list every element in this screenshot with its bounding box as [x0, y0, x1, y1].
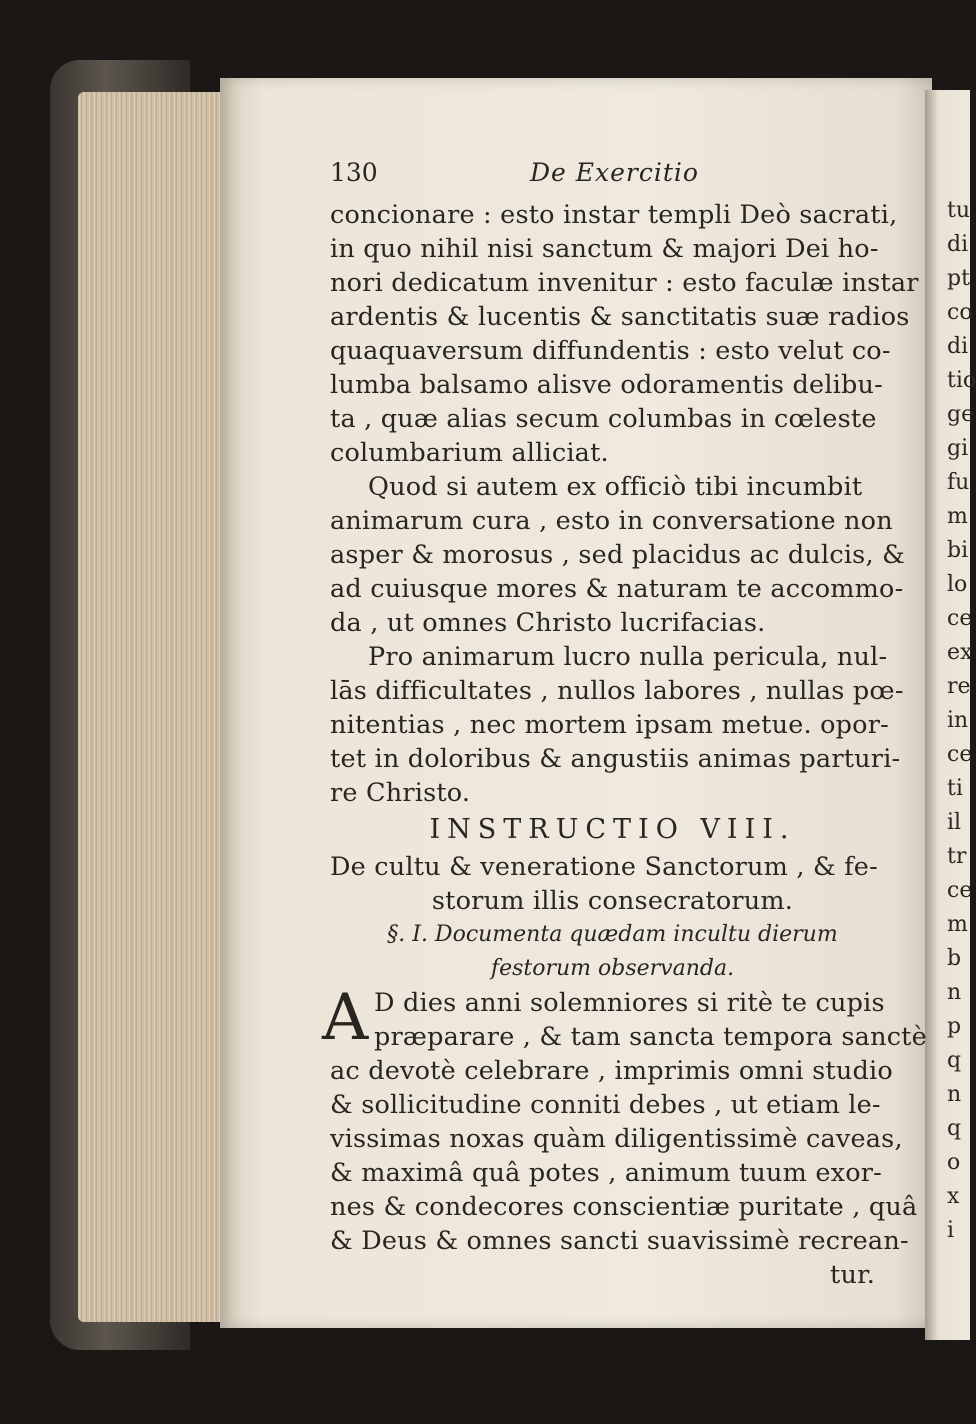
facing-page-fragment: bi	[947, 538, 969, 563]
page-edges	[78, 92, 228, 1322]
text-line: lās difficultates , nullos labores , nullas pœ-	[330, 676, 904, 706]
text-line: da , ut omnes Christo lucrifacias.	[330, 608, 766, 638]
text-line: D dies anni solemniores si ritè te cupis	[374, 988, 885, 1018]
catchword: tur.	[830, 1260, 875, 1290]
facing-page-fragment: m	[947, 504, 968, 529]
facing-page-fragment: tio	[947, 368, 976, 393]
text-line: asper & morosus , sed placidus ac dulcis, &	[330, 540, 905, 570]
section-title: festorum observanda.	[490, 956, 735, 981]
facing-page-fragment: re	[947, 674, 971, 699]
text-line: ardentis & lucentis & sanctitatis suæ radios	[330, 302, 910, 332]
paragraph-3	[330, 640, 904, 810]
facing-page-fragment: i	[947, 1218, 955, 1243]
running-head: De Exercitio	[530, 158, 699, 187]
facing-page-fragment: lo	[947, 572, 968, 597]
facing-page-fragment: n	[947, 980, 962, 1005]
text-line: tet in doloribus & angustiis animas parturi-	[330, 744, 901, 774]
text-line: nori dedicatum invenitur : esto faculæ instar	[330, 268, 919, 298]
drop-cap: A	[322, 981, 369, 1055]
facing-page-fragment: di	[947, 334, 969, 359]
facing-page	[925, 90, 976, 1340]
facing-page-fragment: m	[947, 912, 968, 937]
facing-page-fragment: ti	[947, 776, 963, 801]
text-line: ta , quæ alias secum columbas in cœleste	[330, 404, 877, 434]
facing-page-fragment: ex	[947, 640, 973, 665]
text-line: ad cuiusque mores & naturam te accommo-	[330, 574, 904, 604]
subheading-line: storum illis consecratorum.	[431, 886, 794, 916]
text-line: re Christo.	[330, 778, 471, 808]
facing-page-fragment: b	[947, 946, 962, 971]
facing-page-fragment: ce	[947, 878, 973, 903]
facing-page-fragment: o	[947, 1150, 961, 1175]
text-line: quaquaversum diffundentis : esto velut co-	[330, 336, 891, 366]
facing-page-fragment: co	[947, 300, 973, 325]
facing-page-fragment: di	[947, 232, 969, 257]
text-line: nes & condecores conscientiæ puritate , quâ	[330, 1192, 918, 1222]
text-line: columbarium alliciat.	[330, 438, 609, 468]
paragraph-2	[330, 470, 905, 640]
text-line: præparare , & tam sancta tempora sanctè	[374, 1022, 927, 1052]
subheading-line: De cultu & veneratione Sanctorum , & fe-	[330, 852, 878, 882]
text-line: vissimas noxas quàm diligentissimè caveas,	[330, 1124, 903, 1154]
text-line: Quod si autem ex officiò tibi incumbit	[368, 472, 863, 502]
final-paragraph	[322, 981, 927, 1258]
facing-page-fragment: in	[947, 708, 969, 733]
page-text	[322, 158, 927, 1292]
paragraph-1	[330, 198, 919, 470]
text-line: Pro animarum lucro nulla pericula, nul-	[368, 642, 888, 672]
text-line: in quo nihil nisi sanctum & majori Dei ho-	[330, 234, 879, 264]
facing-page-fragment: x	[947, 1184, 960, 1209]
text-line: & Deus & omnes sancti suavissimè recrean-	[330, 1226, 909, 1256]
text-line: lumba balsamo alisve odoramentis delibu-	[330, 370, 884, 400]
facing-page-fragment: gi	[947, 436, 969, 461]
facing-page-fragment: q	[947, 1116, 962, 1141]
facing-page-fragment: n	[947, 1082, 962, 1107]
facing-page-fragment: pt	[947, 266, 970, 291]
text-line: animarum cura , esto in conversatione non	[330, 506, 893, 536]
facing-page-fragment: tr	[947, 844, 967, 869]
facing-page-fragment: ce	[947, 606, 973, 631]
text-line: & maximâ quâ potes , animum tuum exor-	[330, 1158, 882, 1188]
text-line: concionare : esto instar templi Deò sacrati,	[330, 200, 898, 230]
page-header	[330, 158, 895, 198]
text-line: ac devotè celebrare , imprimis omni studio	[330, 1056, 893, 1086]
facing-page-fragment: tu	[947, 198, 971, 223]
text-line: & sollicitudine conniti debes , ut etiam le-	[330, 1090, 881, 1120]
facing-page-fragment: p	[947, 1014, 962, 1039]
facing-page-fragment: q	[947, 1048, 962, 1073]
facing-page-fragment: ge	[947, 402, 975, 427]
facing-page-fragment: ce	[947, 742, 973, 767]
section-title: §. I. Documenta quædam incultu dierum	[387, 922, 838, 947]
text-line: nitentias , nec mortem ipsam metue. opor-	[330, 710, 889, 740]
page-number: 130	[330, 158, 378, 187]
facing-page-fragment: fu	[947, 470, 970, 495]
instruction-heading: INSTRUCTIO VIII.	[429, 814, 796, 845]
facing-page-fragment: il	[947, 810, 962, 835]
